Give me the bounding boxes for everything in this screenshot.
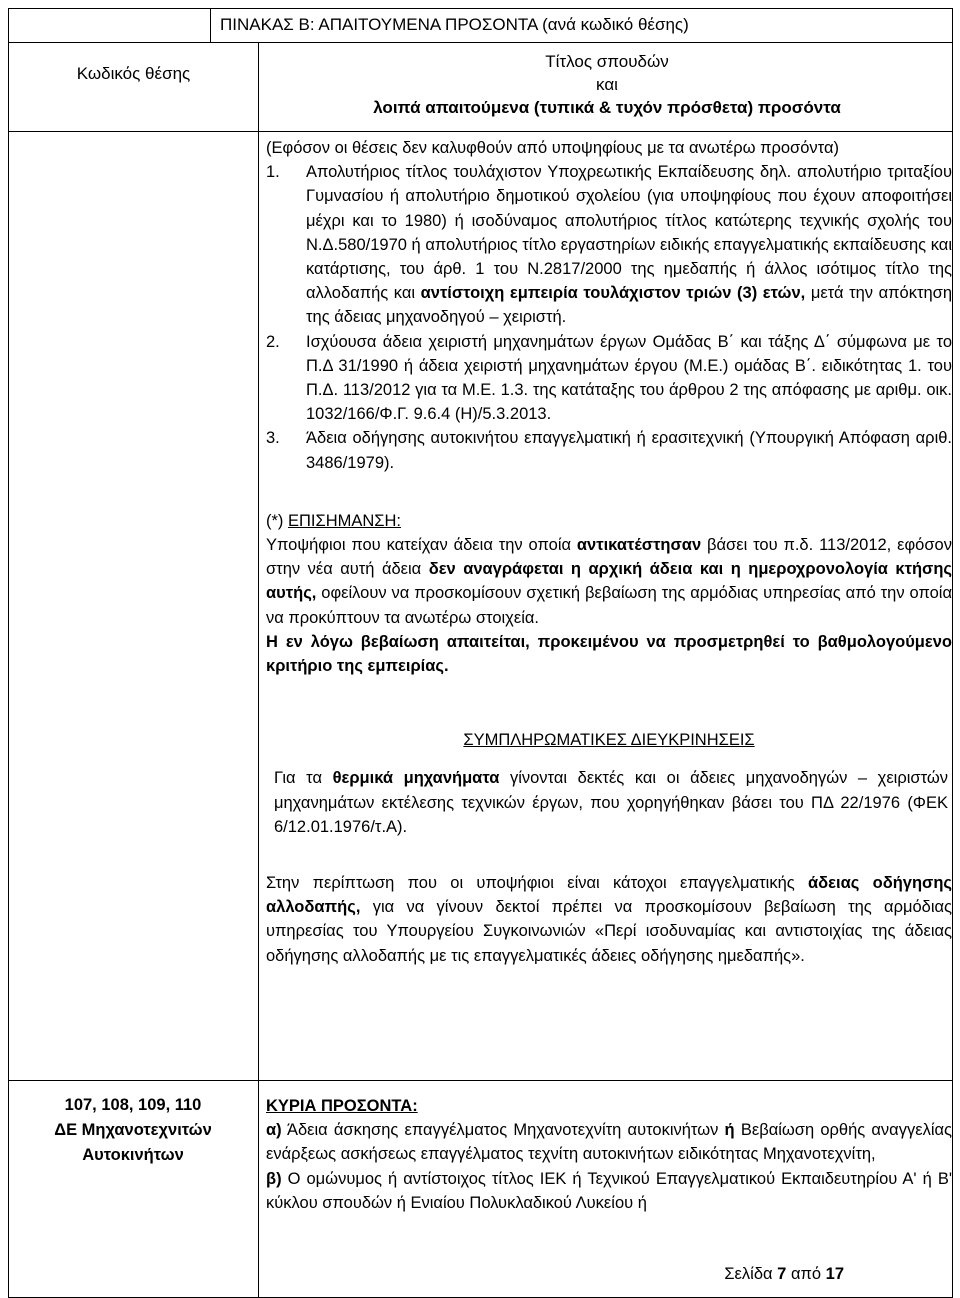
note-title: ΕΠΙΣΗΜΑΝΣΗ: xyxy=(288,511,402,530)
page-of: από xyxy=(790,1265,822,1283)
note-label: (*) xyxy=(266,511,284,530)
title-left-divider xyxy=(210,8,211,42)
row1-divider xyxy=(8,1080,953,1081)
item-3-number: 3. xyxy=(266,429,280,448)
qualification-a-text2: Βεβαίωση ορθής αναγγελίας ενάρξεως ασκήσεως επαγγέλματος τεχνίτη αυτοκινήτων ειδικότητας Μηχανοτεχνίτη, xyxy=(266,1121,952,1164)
note-text-d: οφείλουν να προσκομίσουν σχετική βεβαίωση της αρμόδιας υπηρεσίας από την οποία να προκύπτουν τα ανωτέρω στοιχεία. xyxy=(266,584,952,627)
page-current: 7 xyxy=(777,1265,787,1283)
note-body xyxy=(266,533,952,630)
foreign-text-a: Στην περίπτωση που οι υποψήφιοι είναι κάτοχοι επαγγελματικής xyxy=(266,874,795,893)
position-category: ΔΕ Μηχανοτεχνιτών xyxy=(54,1121,212,1139)
supp-thermal: θερμικά μηχανήματα xyxy=(332,769,500,788)
foreign-license-block xyxy=(266,871,952,968)
row1-content xyxy=(266,136,952,968)
qualification-b-text: Ο ομώνυμος ή αντίστοιχος τίτλος ΙΕΚ ή Τεχνικού Επαγγελματικού Εκπαιδευτηρίου Α' ή Β' κύκλου σπουδών ή Ενιαίου Πολυκλαδικού Λυκείου ή xyxy=(266,1169,952,1212)
qualification-a-text1: Άδεια άσκησης επαγγέλματος Μηχανοτεχνίτη αυτοκινήτων xyxy=(286,1121,719,1140)
position-codes: 107, 108, 109, 110 xyxy=(64,1096,202,1114)
note-block xyxy=(266,509,952,678)
note-final: Η εν λόγω βεβαίωση απαιτείται, προκειμένου να προσμετρηθεί το βαθμολογούμενο κριτήριο της εμπειρίας. xyxy=(266,632,952,676)
supplementary-title-text: ΣΥΜΠΛΗΡΩΜΑΤΙΚΕΣ ΔΙΕΥΚΡΙΝΗΣΕΙΣ xyxy=(463,731,755,750)
title-row-divider xyxy=(8,42,953,43)
qualification-b xyxy=(266,1167,952,1215)
qualification-column-header xyxy=(262,50,952,119)
qualification-b-label: β) xyxy=(266,1169,282,1188)
qual-header-line1: Τίτλος σπουδών xyxy=(545,52,669,71)
qual-header-line3: λοιπά απαιτούμενα (τυπικά & τυχόν πρόσθετα) προσόντα xyxy=(373,98,841,117)
foreign-license-bold: άδειας οδήγησης αλλοδαπής, xyxy=(266,874,952,917)
item-1-experience: αντίστοιχη εμπειρία τουλάχιστον τριών (3) ετών, xyxy=(420,284,806,303)
item-1-text: Απολυτήριος τίτλος τουλάχιστον Υποχρεωτικής Εκπαίδευσης δηλ. απολυτήριο τριταξίου Γυμνασίου ή απολυτήριο δημοτικού σχολείου (για υποψηφίους που έχουν αποφοιτήσει μέχρι και το 1980) ή ισοδύναμος απολυτήριος τίτλος κατώτερης τεχνικής σχολής του Ν.Δ.580/1970 ή απολυτήριος τίτλο εργαστηρίων ειδικής επαγγελματικής εκπαίδευσης και κατάρτισης, του άρθ. 1 του Ν.2817/2000 της ημεδαπής ή άλλος ισότιμος τίτλο της αλλοδαπής και xyxy=(306,163,952,303)
requirement-item-3 xyxy=(266,426,952,474)
supp-text-b: γίνονται δεκτές και οι άδειες μηχανοδηγών – χειριστών μηχανημάτων εκτέλεσης τεχνικών έργων, που χορηγήθηκαν βάσει του ΠΔ 22/1976 (ΦΕΚ 6/12.01.1976/τ.Α). xyxy=(274,769,949,836)
requirement-item-1 xyxy=(266,160,952,329)
item-1-number: 1. xyxy=(266,163,280,182)
position-code-cell xyxy=(12,1093,254,1168)
requirement-item-2 xyxy=(266,330,952,427)
note-text-a: Υποψήφιοι που κατείχαν άδεια την οποία xyxy=(266,536,572,555)
row2-content xyxy=(266,1094,952,1215)
supplementary-body xyxy=(266,766,952,839)
note-text-c: βάσει του π.δ. 113/2012, εφόσον στην νέα αυτή άδεια xyxy=(266,536,952,579)
code-column-header: Κωδικός θέσης xyxy=(76,64,191,83)
item-3-text: Άδεια οδήγησης αυτοκινήτου επαγγελματική ή ερασιτεχνική (Υπουργική Απόφαση αριθ. 3486/1979). xyxy=(306,429,952,472)
supp-text-a: Για τα xyxy=(274,769,322,788)
header-row-divider xyxy=(8,131,953,132)
page-total: 17 xyxy=(825,1265,844,1283)
note-bold-replaced: αντικατέστησαν xyxy=(576,536,702,555)
qualification-a xyxy=(266,1118,952,1166)
qualification-a-or: ή xyxy=(724,1121,735,1140)
table-title: ΠΙΝΑΚΑΣ Β: ΑΠΑΙΤΟΥΜΕΝΑ ΠΡΟΣΟΝΤΑ (ανά κωδικό θέσης) xyxy=(220,15,689,34)
foreign-text-b: για να γίνουν δεκτοί πρέπει να προσκομίσουν βεβαίωση της αρμόδιας υπηρεσίας του Υπουργείου Συγκοινωνιών «Περί ισοδυναμίας και αντιστοιχίας της άδειας οδήγησης αλλοδαπής με τις επαγγελματικές άδειες οδήγησης ημεδαπής». xyxy=(266,898,952,965)
item-1-text-end: μετά την απόκτηση της άδειας μηχανοδηγού – χειριστή. xyxy=(306,284,952,327)
column-divider xyxy=(258,42,259,1298)
main-qualifications-heading xyxy=(266,1094,952,1118)
item-2-number: 2. xyxy=(266,332,280,351)
page-footer xyxy=(724,1265,844,1284)
item-2-text: Ισχύουσα άδεια χειριστή μηχανημάτων έργων Ομάδας Β΄ και τάξης Δ΄ σύμφωνα με το Π.Δ 31/1990 ή άδεια χειριστή μηχανημάτων έργου (Μ.Ε.) ομάδας Β΄. ειδικότητας 1. του Π.Δ. 113/2012 για τα Μ.Ε. 1.3. της κατάταξης του άρθρου 2 της απόφασης με αριθμ. οικ. 1032/166/Φ.Γ. 9.6.4 (Η)/5.3.2013. xyxy=(306,332,952,424)
supplementary-title xyxy=(266,728,952,752)
note-heading xyxy=(266,509,952,533)
page-label: Σελίδα xyxy=(724,1265,773,1283)
note-bold-missing: δεν αναγράφεται η αρχική άδεια και η ημεροχρονολογία κτήσης αυτής, xyxy=(266,560,952,603)
position-specialty: Αυτοκινήτων xyxy=(82,1146,184,1164)
main-qualifications-title: ΚΥΡΙΑ ΠΡΟΣΟΝΤΑ: xyxy=(266,1097,418,1115)
qualification-a-label: α) xyxy=(266,1121,282,1140)
qual-header-line2: και xyxy=(596,75,618,94)
row1-intro: (Εφόσον οι θέσεις δεν καλυφθούν από υποψηφίους με τα ανωτέρω προσόντα) xyxy=(266,139,839,157)
